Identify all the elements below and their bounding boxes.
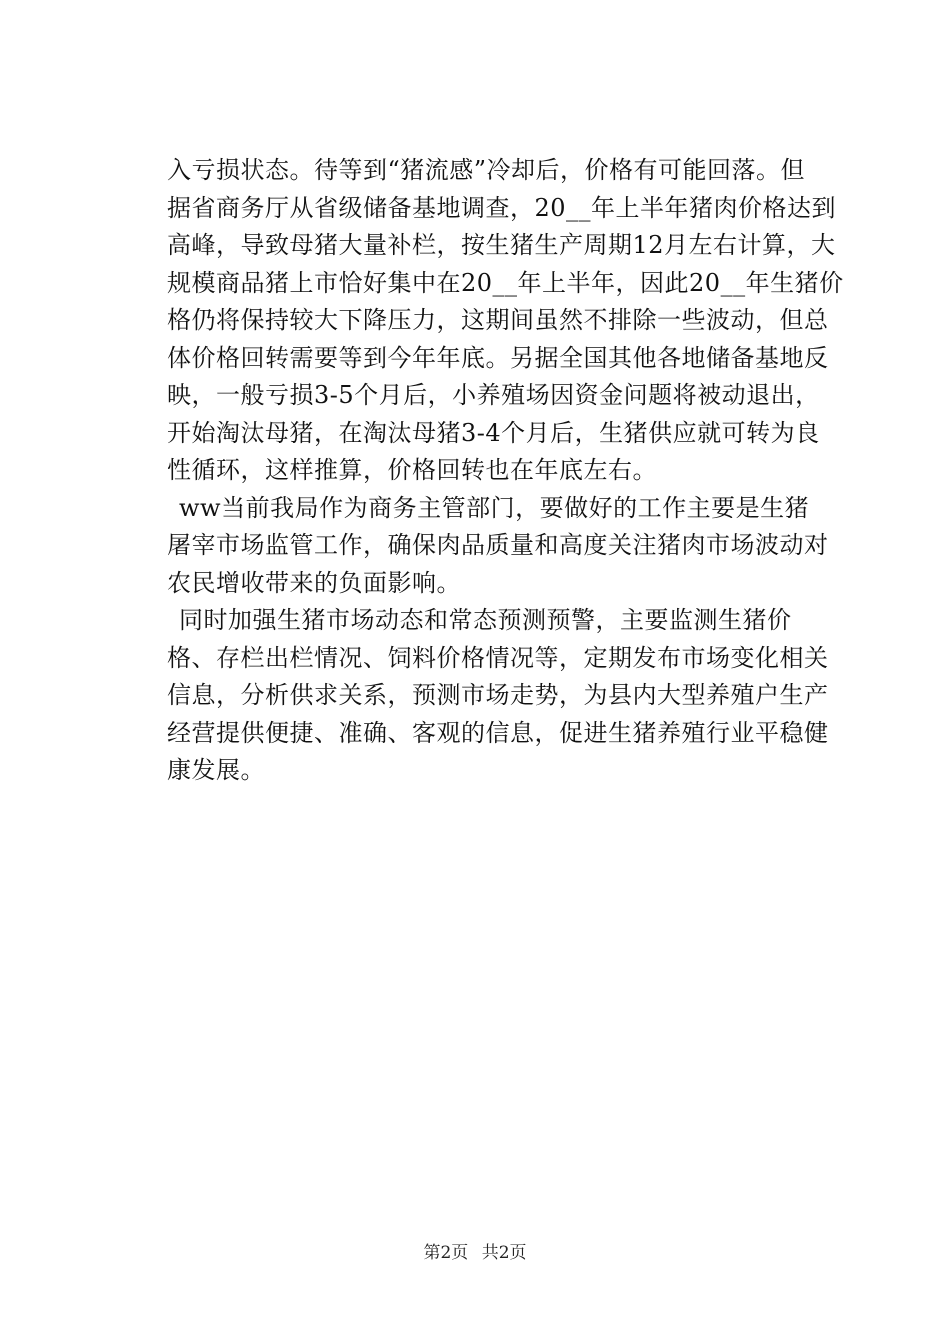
paragraph-1-line-1: 入亏损状态。待等到“猪流感”冷却后，价格有可能回落。但 [167, 156, 806, 184]
paragraph-3-line-3: 信息，分析供求关系，预测市场走势，为县内大型养殖户生产 [167, 681, 829, 709]
paragraph-2-line-3: 农民增收带来的负面影响。 [167, 568, 461, 597]
paragraph-1-line-6: 体价格回转需要等到今年年底。另据全国其他各地储备基地反 [167, 343, 829, 372]
paragraph-1-line-9: 性循环，这样推算，价格回转也在年底左右。 [167, 456, 657, 484]
paragraph-3-line-1: 同时加强生猪市场动态和常态预测预警，主要监测生猪价 [179, 606, 792, 634]
paragraph-1-line-4: 规模商品猪上市恰好集中在20__年上半年，因此20__年生猪价 [167, 268, 844, 297]
paragraph-3-line-2: 格、存栏出栏情况、饲料价格情况等，定期发布市场变化相关 [167, 643, 829, 672]
paragraph-1-line-7: 映，一般亏损3-5个月后，小养殖场因资金问题将被动退出， [167, 381, 820, 409]
paragraph-1-line-8: 开始淘汰母猪，在淘汰母猪3-4个月后，生猪供应就可转为良 [167, 418, 820, 447]
paragraph-2-line-1: ww当前我局作为商务主管部门，要做好的工作主要是生猪 [179, 493, 810, 522]
paragraph-1-line-5: 格仍将保持较大下降压力，这期间虽然不排除一些波动，但总 [167, 306, 829, 334]
page-total-label: 共2页 [481, 1243, 527, 1263]
page-footer [0, 1241, 950, 1265]
document-body [167, 152, 844, 790]
paragraph-1-line-3: 高峰，导致母猪大量补栏，按生猪生产周期12月左右计算，大 [167, 231, 836, 259]
paragraph-2-line-2: 屠宰市场监管工作，确保肉品质量和高度关注猪肉市场波动对 [167, 531, 829, 559]
paragraph-3-line-4: 经营提供便捷、准确、客观的信息，促进生猪养殖行业平稳健 [167, 718, 829, 747]
paragraph-3-line-5: 康发展。 [167, 756, 265, 784]
page-number-label: 第2页 [423, 1243, 469, 1263]
paragraph-1-line-2: 据省商务厅从省级储备基地调查，20__年上半年猪肉价格达到 [167, 193, 837, 222]
